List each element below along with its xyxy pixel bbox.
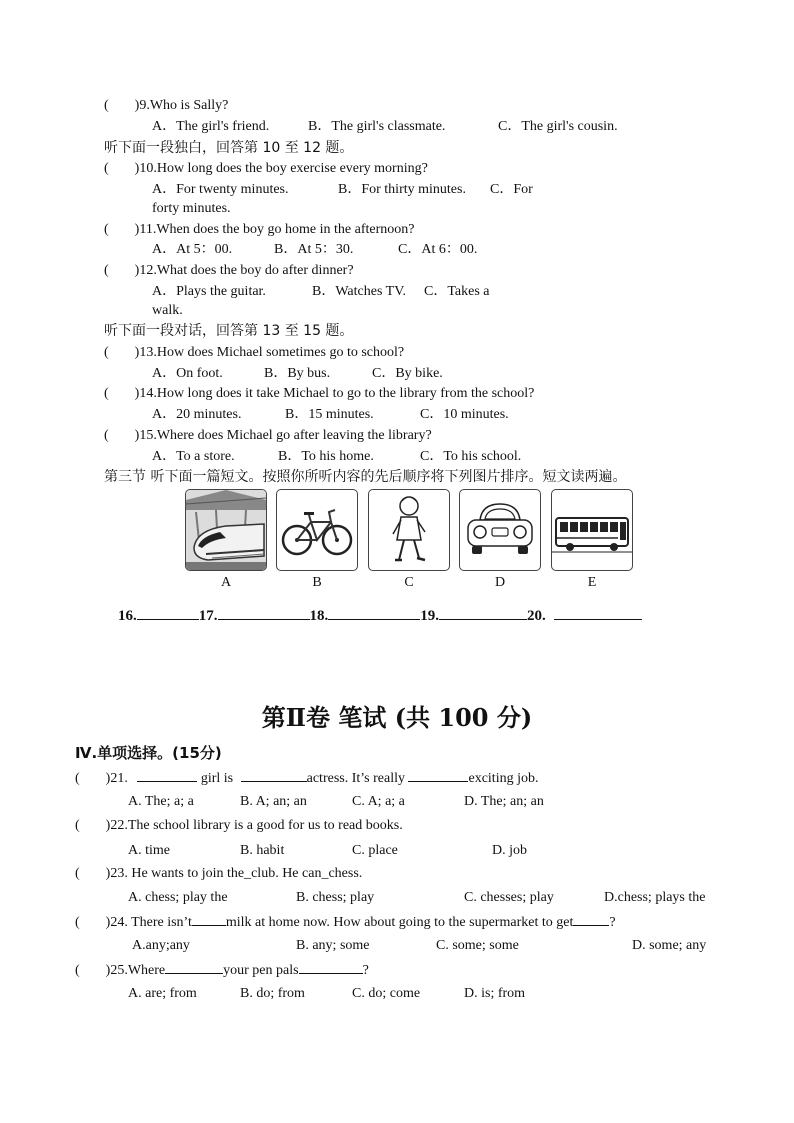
- question-24: [75, 913, 616, 932]
- option-24d: D. some; any: [632, 938, 707, 953]
- option-22a: A. time: [128, 843, 170, 858]
- question-text: your pen pals: [223, 963, 299, 978]
- picture-label-d: D: [494, 575, 506, 590]
- answer-paren: (: [104, 263, 109, 278]
- question-stem: )10.How long does the boy exercise every morning?: [134, 161, 428, 176]
- option-13c: C．By bike.: [372, 366, 443, 381]
- option-24c: C. some; some: [436, 938, 519, 953]
- question-text: actress. It’s really: [306, 771, 405, 786]
- option-15a: A．To a store.: [152, 449, 235, 464]
- option-22b: B. habit: [240, 843, 285, 858]
- option-12a: A．Plays the guitar.: [152, 284, 266, 299]
- picture-d: [459, 489, 541, 571]
- blank-label: 16.: [118, 608, 137, 624]
- question-25: [75, 961, 369, 980]
- option-15c: C．To his school.: [420, 449, 522, 464]
- picture-c: [368, 489, 450, 571]
- section4-title: Ⅳ.单项选择。(15分): [75, 744, 222, 762]
- question-11: [104, 221, 414, 239]
- blank-label: 19.: [420, 608, 439, 624]
- answer-paren: (: [75, 963, 80, 978]
- question-13: [104, 344, 404, 362]
- question-text: milk at home now. How about going to the supermarket to get: [225, 915, 574, 930]
- part-two-title: 第Ⅱ卷 笔试 (共 100 分): [261, 703, 533, 732]
- blank-label: 17.: [198, 608, 218, 624]
- option-21c: C. A; a; a: [352, 794, 405, 809]
- question-stem: )24. There isn’t: [105, 915, 192, 930]
- section3-instruction: 第三节 听下面一篇短文。按照你所听内容的先后顺序将下列图片排序。短文读两遍。: [104, 469, 627, 485]
- answer-blank-18[interactable]: [328, 605, 420, 620]
- option-23c: C. chesses; play: [464, 890, 554, 905]
- blank[interactable]: [192, 913, 226, 926]
- option-11b: B．At 5：30.: [274, 242, 354, 257]
- option-25d: D. is; from: [464, 986, 526, 1001]
- walking-girl-icon: [369, 490, 449, 570]
- question-text: ?: [362, 963, 369, 978]
- question-stem: )9.Who is Sally?: [134, 98, 229, 113]
- blank[interactable]: [137, 769, 197, 782]
- option-24b: B. any; some: [296, 938, 370, 953]
- question-text: ?: [609, 915, 616, 930]
- option-14b: B．15 minutes.: [285, 407, 374, 422]
- picture-b: [276, 489, 358, 571]
- option-11a: A．At 5：00.: [152, 242, 233, 257]
- option-10b: B．For thirty minutes.: [338, 182, 466, 197]
- option-21b: B. A; an; an: [240, 794, 307, 809]
- option-22c: C. place: [352, 843, 398, 858]
- question-stem: )14.How long does it take Michael to go to the library from the school?: [134, 386, 535, 401]
- option-23d: D.chess; plays the: [604, 890, 706, 905]
- option-21d: D. The; an; an: [464, 794, 544, 809]
- option-10c-cont: forty minutes.: [152, 201, 231, 216]
- option-21a: A. The; a; a: [128, 794, 194, 809]
- option-11c: C．At 6：00.: [398, 242, 478, 257]
- option-12c: C．Takes a: [424, 284, 490, 299]
- answer-paren: (: [75, 771, 80, 786]
- bicycle-icon: [277, 490, 357, 570]
- picture-label-a: A: [220, 575, 232, 590]
- option-24a: A.any;any: [132, 938, 190, 953]
- picture-a: [185, 489, 267, 571]
- train-icon: [186, 490, 266, 570]
- answer-paren: (: [104, 428, 109, 443]
- question-stem: )13.How does Michael sometimes go to school?: [134, 345, 405, 360]
- answer-paren: (: [104, 386, 109, 401]
- bus-icon: [552, 490, 632, 570]
- question-10: [104, 160, 428, 178]
- answer-paren: (: [104, 161, 109, 176]
- option-23b: B. chess; play: [296, 890, 375, 905]
- option-12b: B．Watches TV.: [312, 284, 407, 299]
- question-stem: )21.: [105, 771, 128, 786]
- option-13a: A．On foot.: [152, 366, 223, 381]
- question-text: exciting job.: [468, 771, 539, 786]
- answer-blank-16[interactable]: [137, 605, 199, 620]
- option-9a: A．The girl's friend.: [152, 119, 270, 134]
- option-14a: A．20 minutes.: [152, 407, 242, 422]
- blank-label: 20.: [527, 608, 546, 624]
- option-12c-cont: walk.: [152, 303, 183, 318]
- question-9: [104, 97, 228, 115]
- car-icon: [460, 490, 540, 570]
- blank-label: 18.: [309, 608, 329, 624]
- question-stem: )15.Where does Michael go after leaving the library?: [134, 428, 432, 443]
- answer-paren: (: [104, 222, 109, 237]
- question-15: [104, 427, 432, 445]
- picture-label-c: C: [404, 575, 414, 590]
- picture-e: [551, 489, 633, 571]
- blank[interactable]: [573, 913, 609, 926]
- option-25a: A. are; from: [128, 986, 197, 1001]
- question-stem: )22.The school library is a good for us to read books.: [105, 818, 403, 833]
- question-22: [75, 817, 403, 835]
- ordering-answer-blanks: [118, 605, 642, 625]
- blank[interactable]: [241, 769, 307, 782]
- question-stem: )11.When does the boy go home in the afternoon?: [134, 222, 415, 237]
- option-9b: B．The girl's classmate.: [308, 119, 446, 134]
- option-22d: D. job: [492, 843, 527, 858]
- blank[interactable]: [165, 961, 223, 974]
- question-12: [104, 262, 354, 280]
- answer-blank-17[interactable]: [218, 605, 310, 620]
- option-23a: A. chess; play the: [128, 890, 228, 905]
- answer-blank-19[interactable]: [439, 605, 527, 620]
- question-21: [75, 769, 538, 788]
- option-13b: B．By bus.: [264, 366, 331, 381]
- question-stem: )23. He wants to join the_club. He can_chess.: [105, 866, 363, 881]
- question-23: [75, 865, 362, 883]
- instruction-13-15: 听下面一段对话，回答第 13 至 15 题。: [104, 323, 354, 339]
- option-10c: C．For: [490, 182, 533, 197]
- question-stem: )25.Where: [105, 963, 166, 978]
- option-9c: C．The girl's cousin.: [498, 119, 618, 134]
- answer-paren: (: [75, 866, 80, 881]
- option-15b: B．To his home.: [278, 449, 374, 464]
- question-14: [104, 385, 534, 403]
- answer-paren: (: [75, 818, 80, 833]
- question-text: girl is: [200, 771, 234, 786]
- question-stem: )12.What does the boy do after dinner?: [134, 263, 354, 278]
- picture-label-e: E: [587, 575, 597, 590]
- option-25c: C. do; come: [352, 986, 421, 1001]
- instruction-10-12: 听下面一段独白，回答第 10 至 12 题。: [104, 140, 354, 156]
- answer-blank-20[interactable]: [554, 605, 642, 620]
- blank[interactable]: [299, 961, 363, 974]
- option-10a: A．For twenty minutes.: [152, 182, 289, 197]
- option-25b: B. do; from: [240, 986, 305, 1001]
- answer-paren: (: [104, 345, 109, 360]
- option-14c: C．10 minutes.: [420, 407, 509, 422]
- blank[interactable]: [408, 769, 468, 782]
- answer-paren: (: [75, 915, 80, 930]
- answer-paren: (: [104, 98, 109, 113]
- picture-label-b: B: [312, 575, 322, 590]
